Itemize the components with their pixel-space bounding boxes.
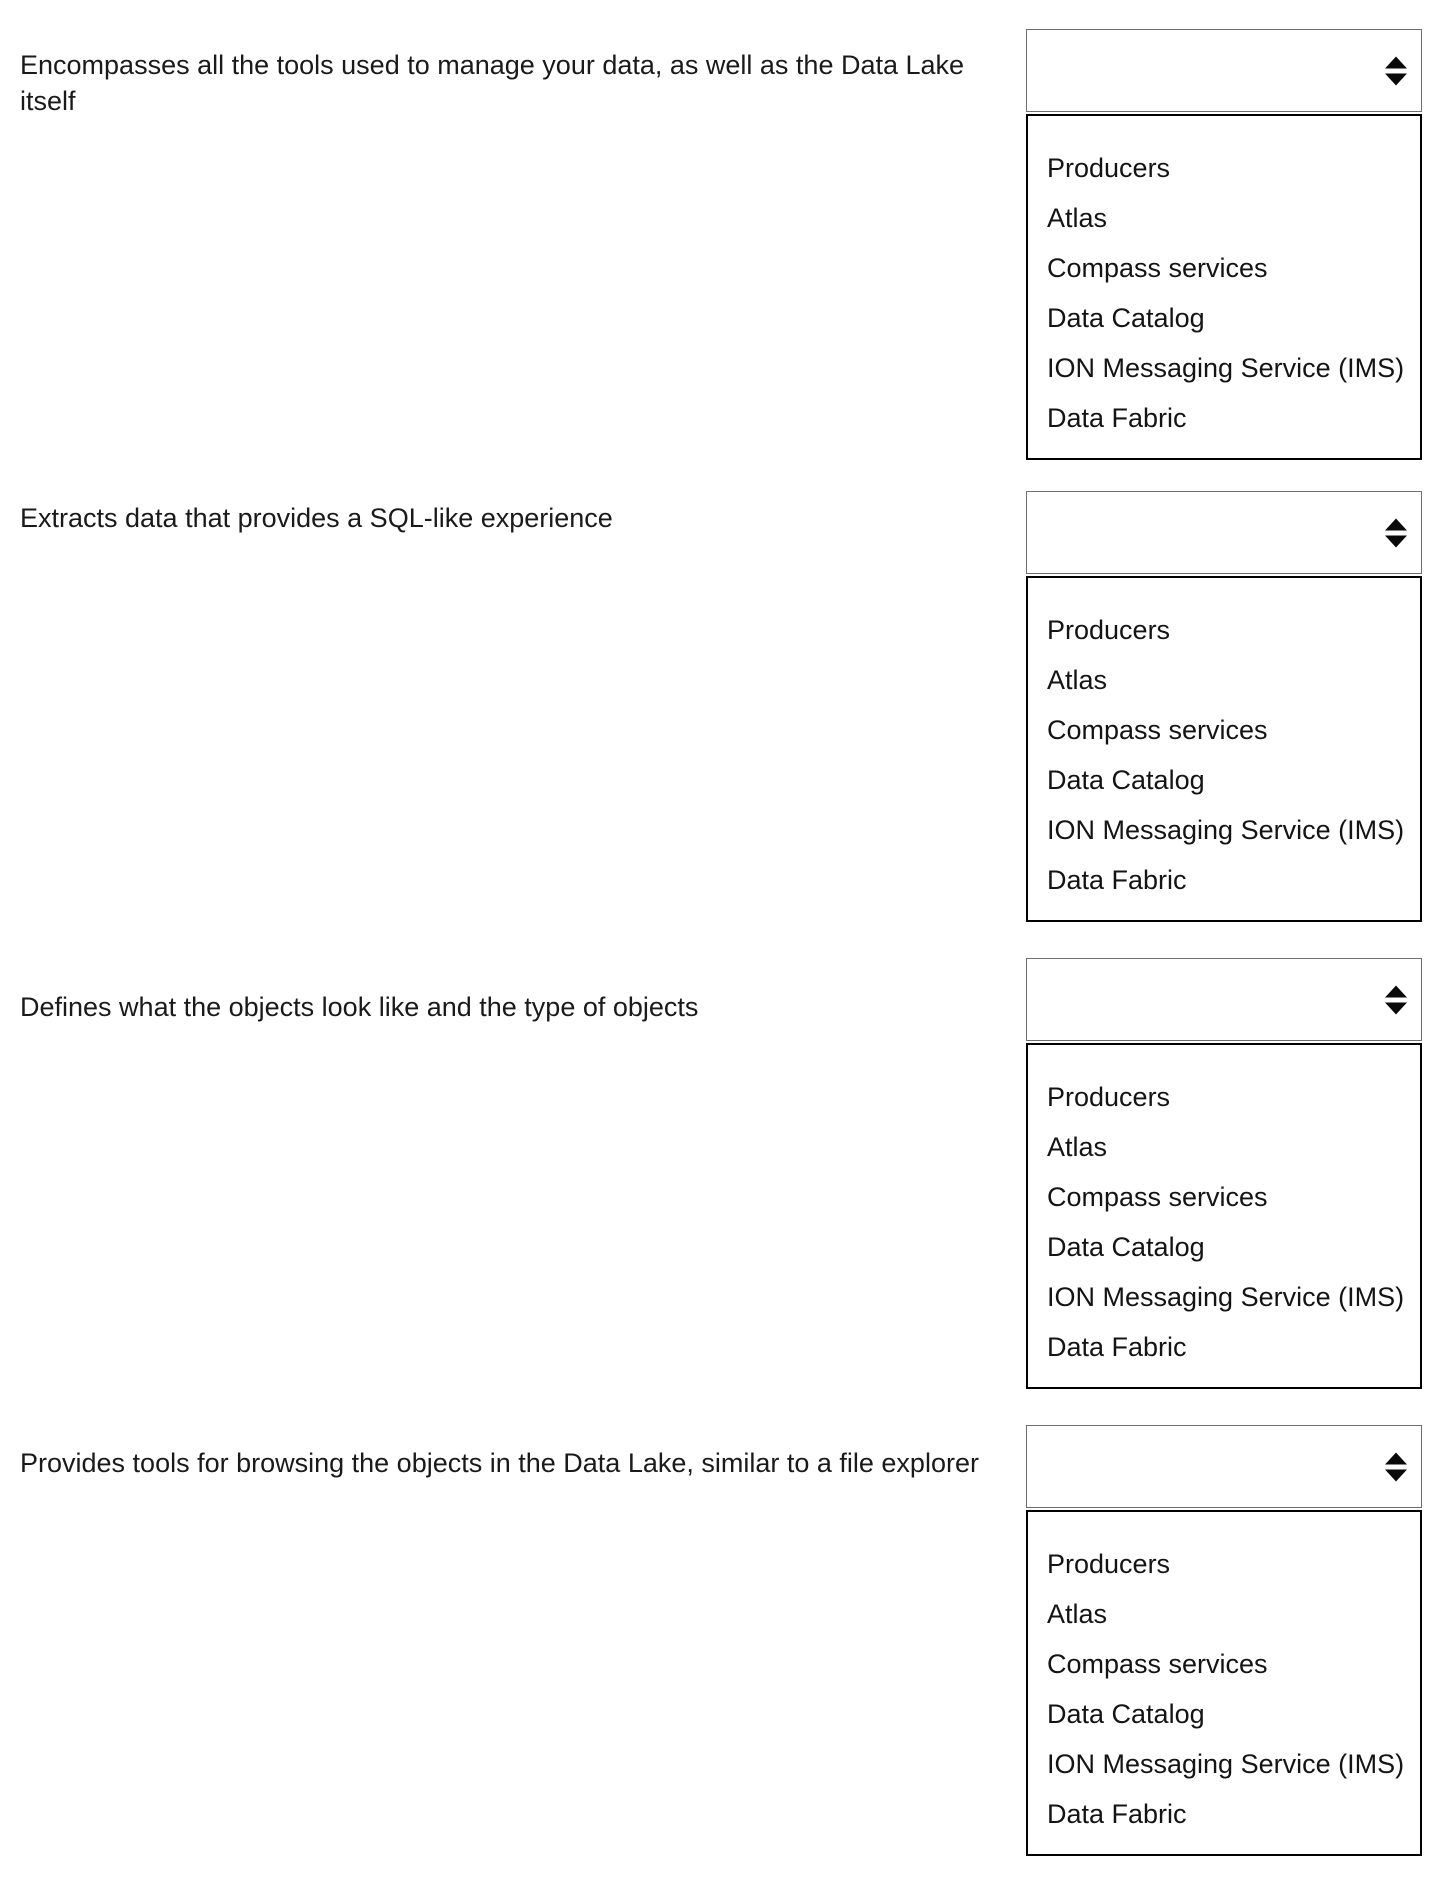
option-producers[interactable]: Producers: [1047, 1081, 1171, 1112]
select-updown-arrows-icon: [1385, 1452, 1407, 1481]
option-atlas[interactable]: Atlas: [1047, 1598, 1108, 1629]
option-data-catalog[interactable]: Data Catalog: [1047, 302, 1205, 333]
up-triangle-icon: [1385, 518, 1407, 530]
option-data-catalog[interactable]: Data Catalog: [1047, 1698, 1205, 1729]
up-triangle-icon: [1385, 1452, 1407, 1464]
option-data-fabric[interactable]: Data Fabric: [1047, 402, 1187, 433]
option-data-fabric[interactable]: Data Fabric: [1047, 1798, 1187, 1829]
option-compass-services[interactable]: Compass services: [1047, 1181, 1268, 1212]
options-listbox-2: [1026, 576, 1422, 922]
option-data-fabric[interactable]: Data Fabric: [1047, 864, 1187, 895]
match-row-4: [0, 1425, 1456, 1856]
option-atlas[interactable]: Atlas: [1047, 1131, 1108, 1162]
answer-select-1[interactable]: [1026, 29, 1422, 112]
up-triangle-icon: [1385, 56, 1407, 68]
select-updown-arrows-icon: [1385, 518, 1407, 547]
option-producers[interactable]: Producers: [1047, 1548, 1171, 1579]
options-listbox-4: [1026, 1510, 1422, 1856]
up-triangle-icon: [1385, 985, 1407, 997]
question-text-2: Extracts data that provides a SQL-like experience: [20, 503, 613, 533]
option-compass-services[interactable]: Compass services: [1047, 1648, 1268, 1679]
option-ion-messaging-service[interactable]: ION Messaging Service (IMS): [1047, 814, 1405, 845]
option-atlas[interactable]: Atlas: [1047, 664, 1108, 695]
answer-dropdown-group-4: [1026, 1425, 1422, 1856]
option-compass-services[interactable]: Compass services: [1047, 714, 1268, 745]
select-updown-arrows-icon: [1385, 985, 1407, 1014]
option-ion-messaging-service[interactable]: ION Messaging Service (IMS): [1047, 352, 1405, 383]
option-data-catalog[interactable]: Data Catalog: [1047, 1231, 1205, 1262]
option-ion-messaging-service[interactable]: ION Messaging Service (IMS): [1047, 1748, 1405, 1779]
question-text-1: Encompasses all the tools used to manage your data, as well as the Data Lake itself: [20, 50, 965, 116]
option-producers[interactable]: Producers: [1047, 152, 1171, 183]
answer-dropdown-group-2: [1026, 491, 1422, 922]
option-data-fabric[interactable]: Data Fabric: [1047, 1331, 1187, 1362]
answer-dropdown-group-3: [1026, 958, 1422, 1389]
options-listbox-3: [1026, 1043, 1422, 1389]
match-row-1: [0, 29, 1456, 460]
option-producers[interactable]: Producers: [1047, 614, 1171, 645]
down-triangle-icon: [1385, 73, 1407, 85]
answer-select-4[interactable]: [1026, 1425, 1422, 1508]
options-listbox-1: [1026, 114, 1422, 460]
option-atlas[interactable]: Atlas: [1047, 202, 1108, 233]
down-triangle-icon: [1385, 535, 1407, 547]
question-text-3: Defines what the objects look like and the type of objects: [20, 992, 699, 1022]
answer-dropdown-group-1: [1026, 29, 1422, 460]
down-triangle-icon: [1385, 1469, 1407, 1481]
match-row-2: [0, 491, 1456, 922]
down-triangle-icon: [1385, 1002, 1407, 1014]
option-data-catalog[interactable]: Data Catalog: [1047, 764, 1205, 795]
answer-select-3[interactable]: [1026, 958, 1422, 1041]
match-row-3: [0, 958, 1456, 1389]
option-ion-messaging-service[interactable]: ION Messaging Service (IMS): [1047, 1281, 1405, 1312]
option-compass-services[interactable]: Compass services: [1047, 252, 1268, 283]
answer-select-2[interactable]: [1026, 491, 1422, 574]
select-updown-arrows-icon: [1385, 56, 1407, 85]
question-text-4: Provides tools for browsing the objects in the Data Lake, similar to a file explorer: [20, 1448, 979, 1478]
